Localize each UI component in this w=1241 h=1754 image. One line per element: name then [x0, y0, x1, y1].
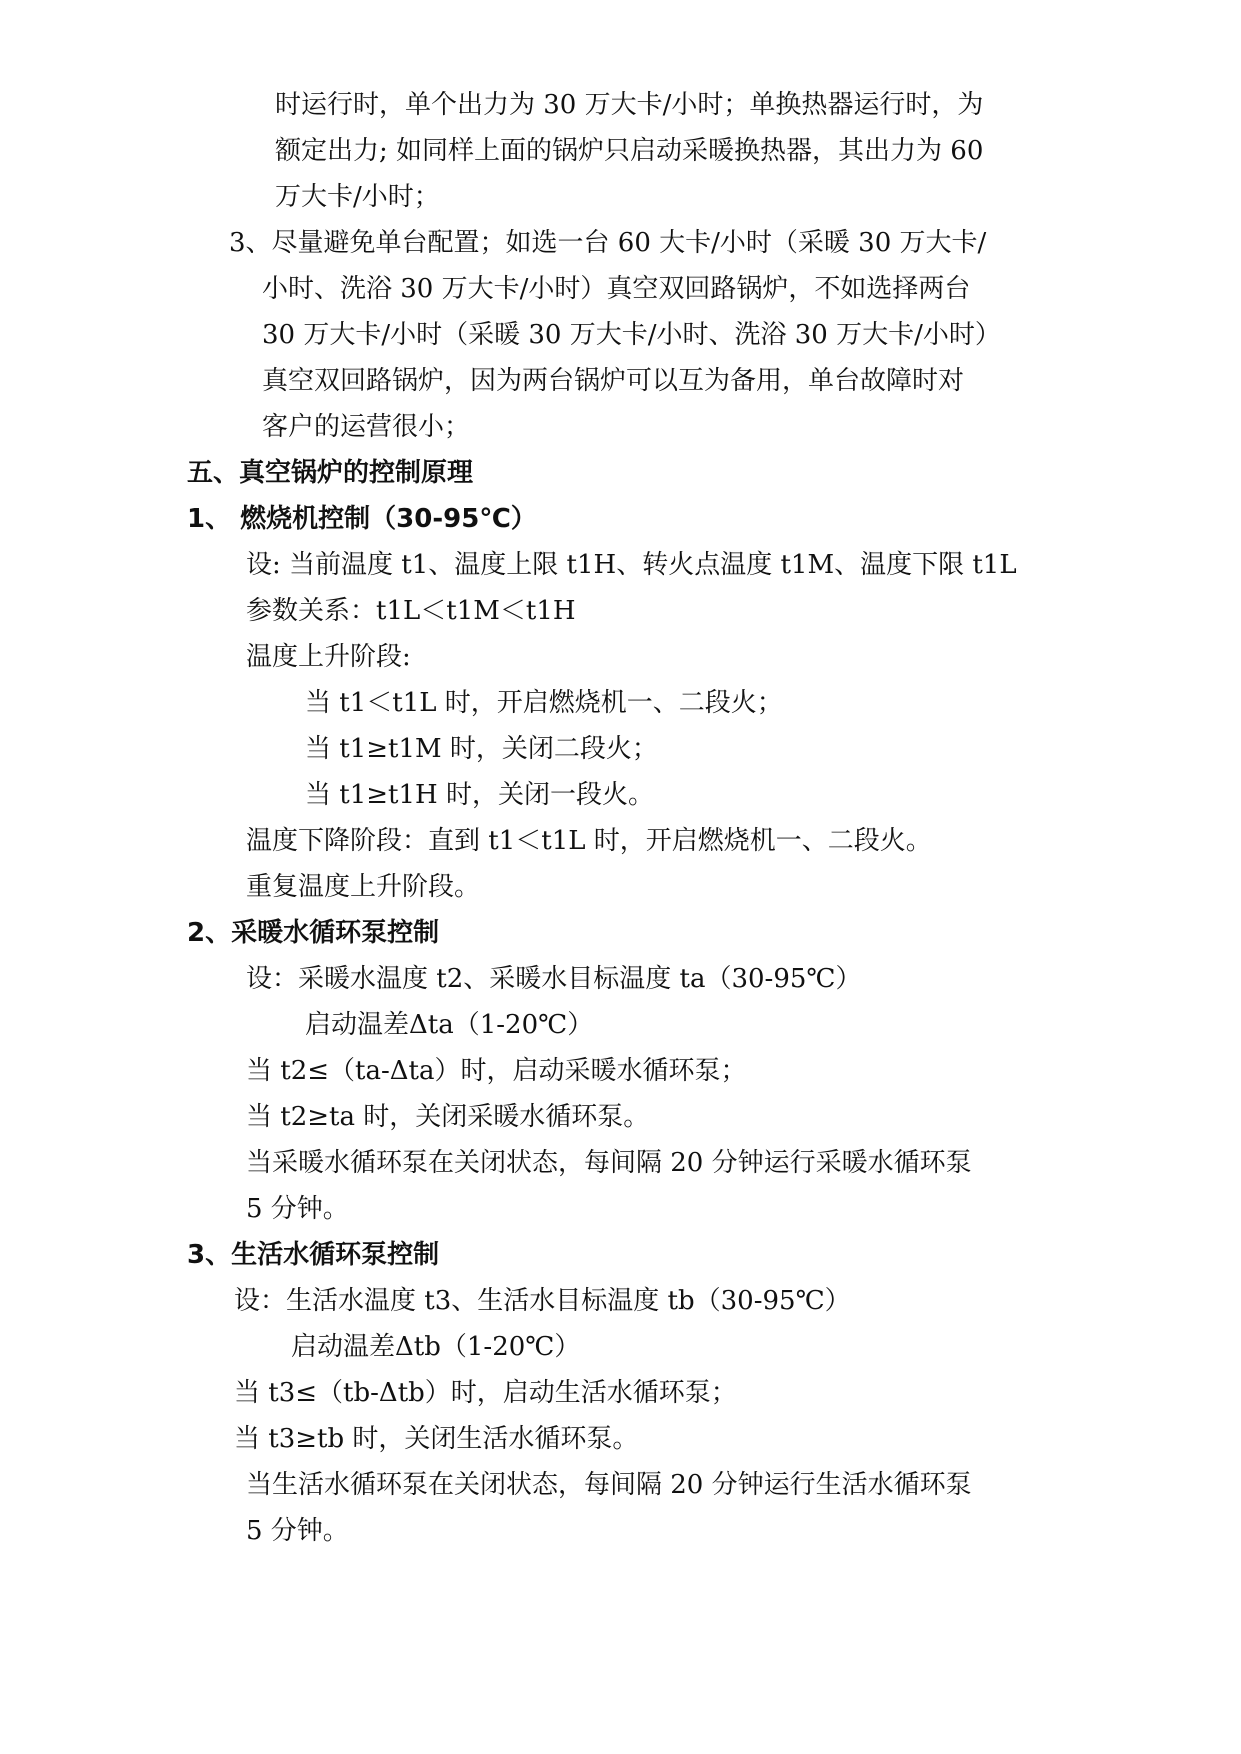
section-heading: 五、真空锅炉的控制原理 [187, 458, 474, 488]
paragraph-line: 真空双回路锅炉，因为两台锅炉可以互为备用，单台故障时对 [262, 366, 965, 396]
paragraph-line: 小时、洗浴 30 万大卡/小时）真空双回路锅炉，不如选择两台 [262, 274, 971, 304]
subsection-heading: 3、生活水循环泵控制 [187, 1240, 440, 1270]
paragraph-line: 额定出力; 如同样上面的锅炉只启动采暖换热器，其出力为 60 [275, 136, 984, 166]
paragraph-line: 客户的运营很小； [262, 412, 471, 442]
paragraph-line: 当生活水循环泵在关闭状态，每间隔 20 分钟运行生活水循环泵 [246, 1470, 972, 1500]
paragraph-line: 当 t2≥ta 时，关闭采暖水循环泵。 [246, 1102, 650, 1132]
paragraph-line: 参数关系：t1L＜t1M＜t1H [246, 596, 576, 626]
paragraph-line: 当 t1≥t1M 时，关闭二段火； [305, 734, 658, 764]
list-item-line: 3、尽量避免单台配置；如选一台 60 大卡/小时（采暖 30 万大卡/ [229, 228, 987, 258]
paragraph-line: 设：生活水温度 t3、生活水目标温度 tb（30-95℃） [234, 1286, 851, 1316]
paragraph-line: 5 分钟。 [246, 1194, 349, 1224]
paragraph-line: 当采暖水循环泵在关闭状态，每间隔 20 分钟运行采暖水循环泵 [246, 1148, 972, 1178]
paragraph-line: 启动温差Δtb（1-20℃） [291, 1332, 581, 1362]
paragraph-line: 当 t1≥t1H 时，关闭一段火。 [305, 780, 654, 810]
subsection-heading: 2、采暖水循环泵控制 [187, 918, 440, 948]
paragraph-line: 万大卡/小时； [275, 182, 440, 212]
paragraph-line: 5 分钟。 [246, 1516, 349, 1546]
paragraph-line: 重复温度上升阶段。 [246, 872, 481, 902]
paragraph-line: 设：采暖水温度 t2、采暖水目标温度 ta（30-95℃） [246, 964, 862, 994]
paragraph-line: 启动温差Δta（1-20℃） [305, 1010, 594, 1040]
paragraph-line: 30 万大卡/小时（采暖 30 万大卡/小时、洗浴 30 万大卡/小时） [262, 320, 1001, 350]
paragraph-line: 当 t3≤（tb-Δtb）时，启动生活水循环泵； [234, 1378, 737, 1408]
paragraph-line: 当 t1＜t1L 时，开启燃烧机一、二段火； [305, 688, 783, 718]
paragraph-line: 温度上升阶段: [246, 642, 411, 672]
paragraph-line: 时运行时，单个出力为 30 万大卡/小时；单换热器运行时，为 [275, 90, 984, 120]
paragraph-line: 设: 当前温度 t1、温度上限 t1H、转火点温度 t1M、温度下限 t1L [246, 550, 1017, 580]
paragraph-line: 当 t3≥tb 时，关闭生活水循环泵。 [234, 1424, 639, 1454]
subsection-heading: 1、 燃烧机控制（30-95℃） [187, 504, 537, 534]
paragraph-line: 当 t2≤（ta-Δta）时，启动采暖水循环泵； [246, 1056, 747, 1086]
paragraph-line: 温度下降阶段：直到 t1＜t1L 时，开启燃烧机一、二段火。 [246, 826, 932, 856]
